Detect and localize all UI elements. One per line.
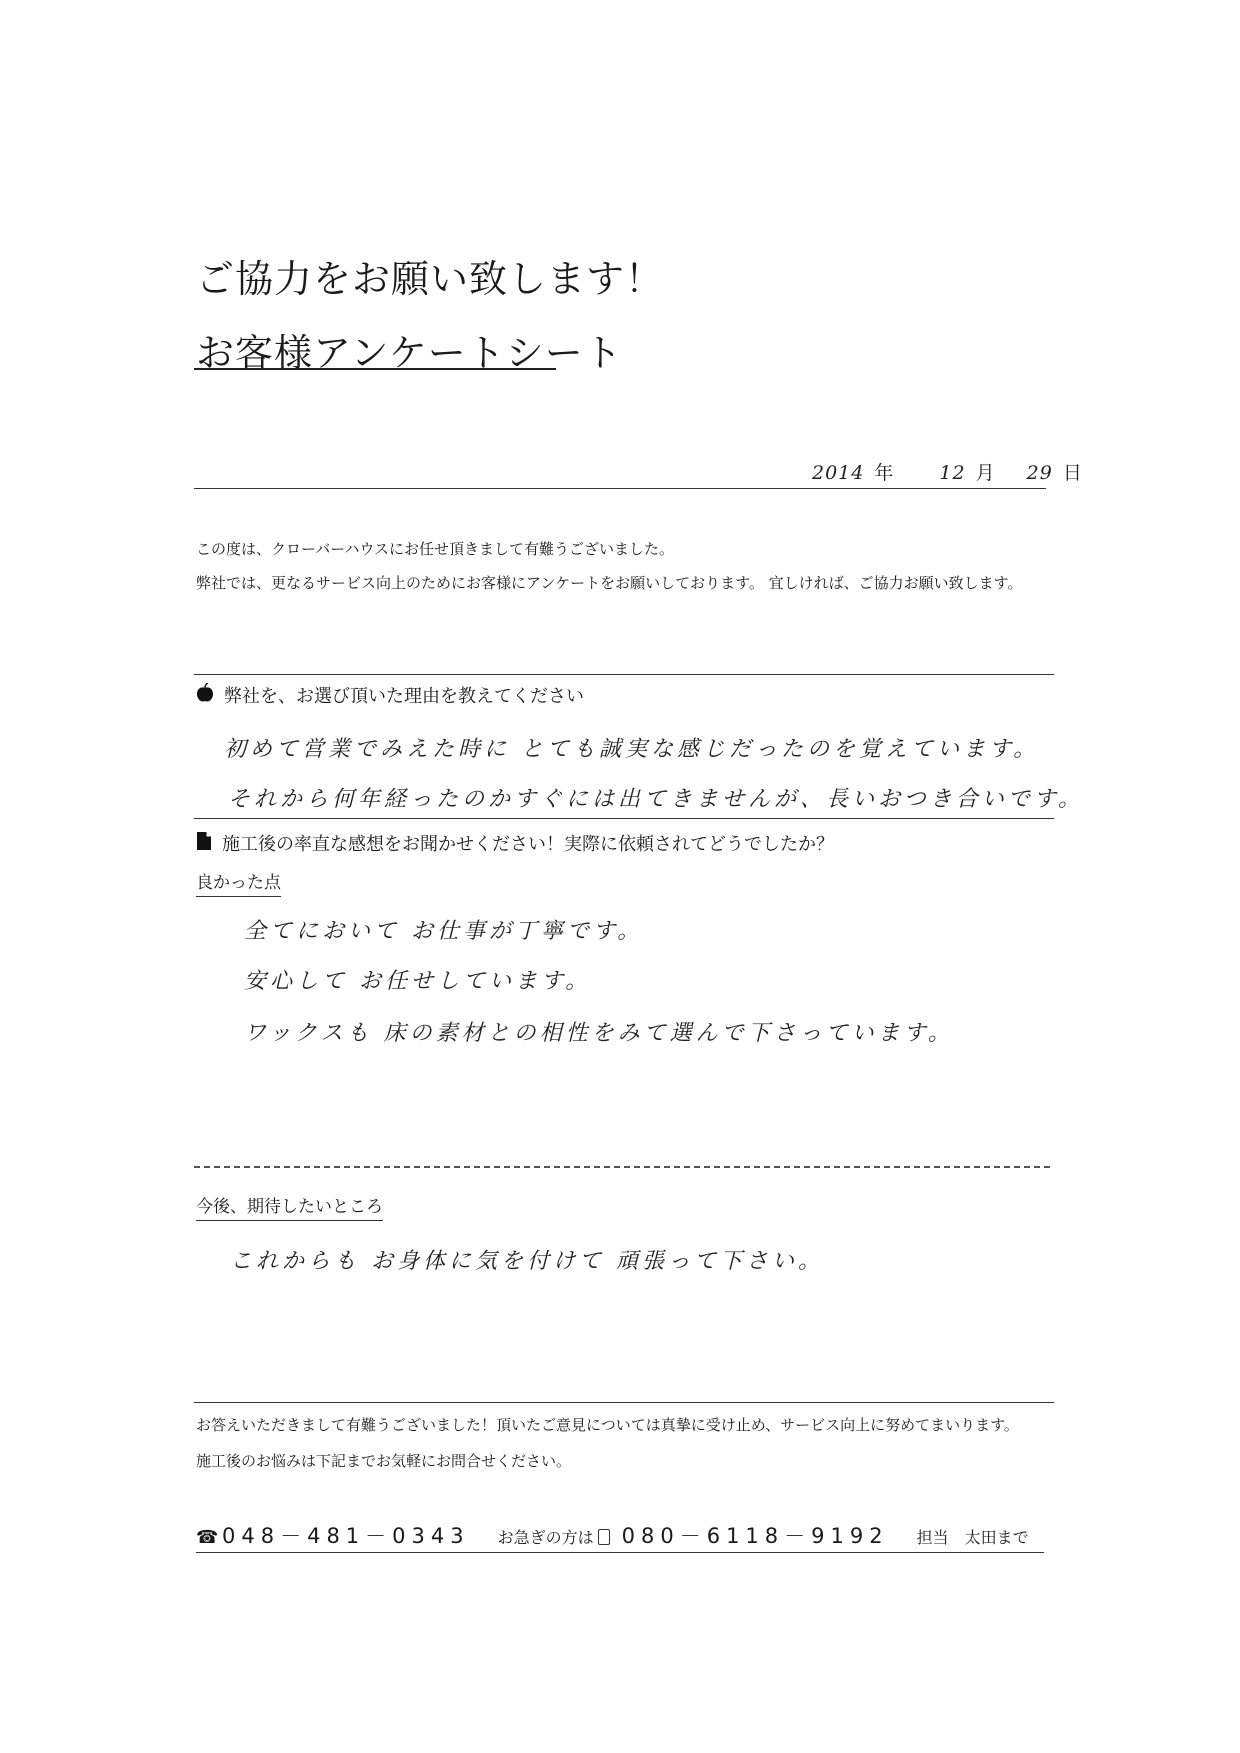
section2-heading (196, 830, 834, 856)
intro-line-2: 弊社では、更なるサービス向上のためにお客様にアンケートをお願いしております。 宜しければ、ご協力お願い致します。 (196, 574, 1023, 592)
form-heading: ご協力をお願い致します！ (196, 257, 665, 301)
section2-title: 施工後の率直な感想をお聞かせください！実際に依頼されてどうでしたか？ (222, 834, 834, 855)
section1-heading (196, 682, 584, 708)
expectation-line-1: これからも お身体に気を付けて 頑張って下さい。 (230, 1249, 824, 1274)
good-point-line-3: ワックスも 床の素材との相性をみて選んで下さっています。 (244, 1021, 954, 1046)
date-rule (194, 488, 1046, 489)
apple-icon (196, 683, 214, 708)
section1-title: 弊社を、お選び頂いた理由を教えてください (224, 686, 584, 707)
telephone-icon: ☎ (196, 1527, 219, 1548)
mobile-phone-icon (598, 1529, 610, 1545)
good-points-label: 良かった点 (196, 868, 281, 897)
dashed-divider (194, 1166, 1050, 1168)
date-day-unit: 日 (1062, 462, 1083, 484)
section1-answer-line-1: 初めて営業でみえた時に とても誠実な感じだったのを覚えています。 (224, 737, 1040, 762)
footer-thanks: お答えいただきまして有難うございました！頂いたご意見については真摯に受け止め、サービス向上に努めてまいります。 (196, 1416, 1019, 1434)
section1-answer-line-2: それから何年経ったのかすぐには出てきませんが、長いおつき合いです。 (228, 787, 1085, 812)
good-point-line-1: 全てにおいて お仕事が丁寧です。 (244, 919, 644, 944)
mobile-number[interactable]: 080－6118－9192 (621, 1524, 889, 1548)
date-day: 29 (1026, 462, 1053, 484)
date-year-unit: 年 (874, 462, 895, 484)
form-title: お客様アンケートシート (196, 331, 623, 375)
date-month: 12 (939, 462, 966, 484)
footer-rule (194, 1402, 1054, 1403)
expectations-label: 今後、期待したいところ (196, 1192, 383, 1221)
phone-number[interactable]: 048－481－0343 (222, 1524, 470, 1548)
good-point-line-2: 安心して お任せしています。 (244, 969, 592, 994)
contact-row (196, 1520, 1044, 1553)
document-icon (196, 831, 212, 856)
title-underline (194, 368, 556, 370)
date-row (812, 458, 1093, 485)
urgent-label: お急ぎの方は (497, 1528, 594, 1547)
intro-line-1: この度は、クローバーハウスにお任せ頂きまして有難うございました。 (196, 540, 675, 558)
date-month-unit: 月 (975, 462, 996, 484)
contact-person: 担当 太田まで (916, 1528, 1029, 1547)
section1-rule (194, 674, 1054, 675)
section2-rule (194, 818, 1054, 819)
footer-contact-note: 施工後のお悩みは下記までお気軽にお問合せください。 (196, 1452, 572, 1470)
date-year: 2014 (812, 462, 865, 484)
